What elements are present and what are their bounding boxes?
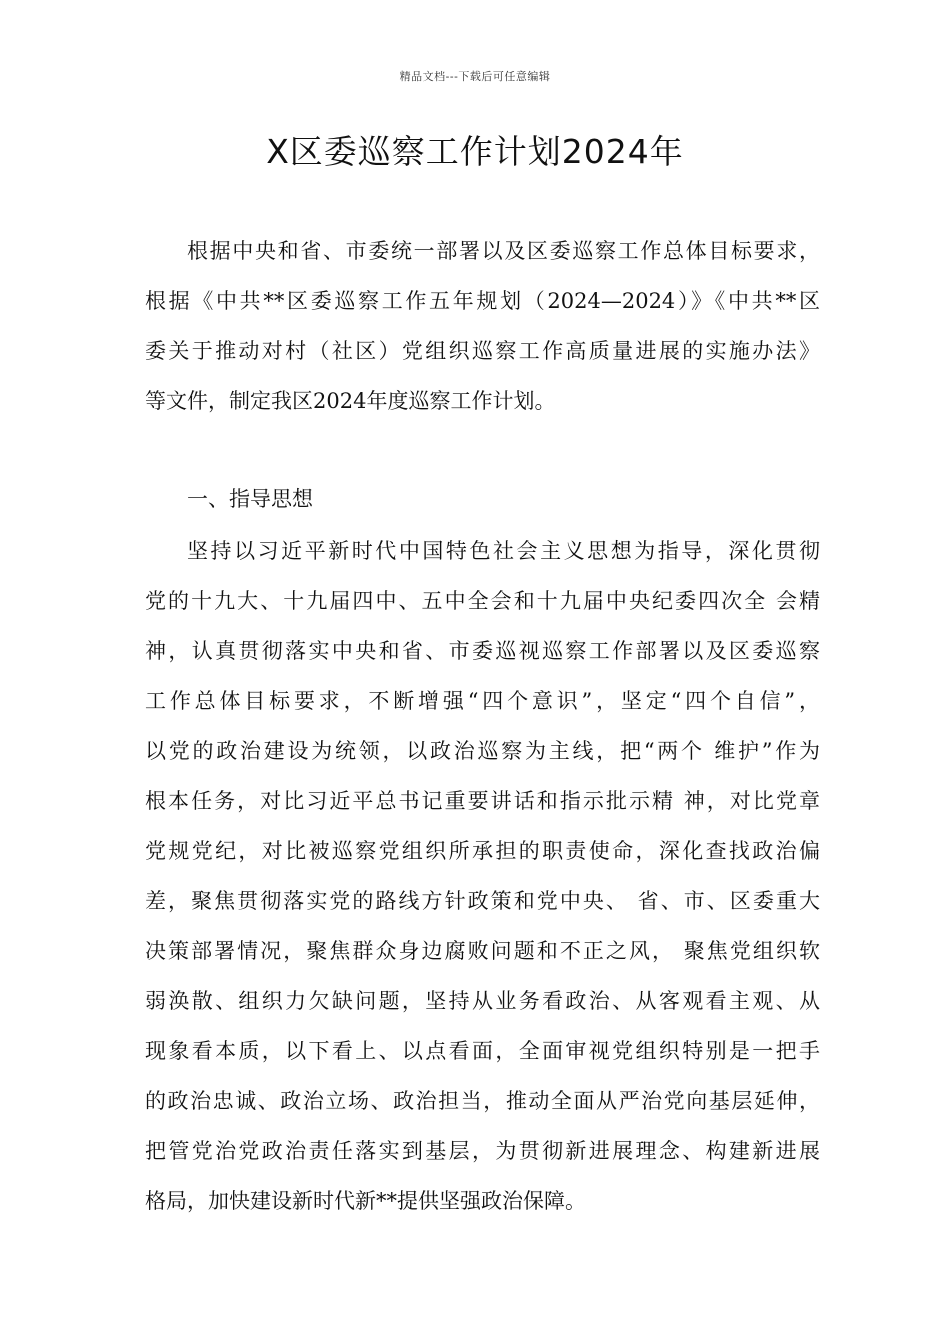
guide-line: 弱涣散、组织力欠缺问题，坚持从业务看政治、从客观看主观、从	[145, 989, 820, 1013]
section-heading-guiding-ideology: 一、指导思想	[187, 487, 313, 511]
guide-line: 格局，加快建设新时代新**提供坚强政治保障。	[145, 1189, 586, 1213]
guide-line: 党的十九大、十九届四中、五中全会和十九届中央纪委四次全 会精	[145, 589, 820, 613]
guide-line: 现象看本质，以下看上、以点看面，全面审视党组织特别是一把手	[145, 1039, 820, 1063]
intro-line: 根据《中共**区委巡察工作五年规划（2024—2024）》《中共**区	[145, 289, 820, 313]
guide-line: 决策部署情况，聚焦群众身边腐败问题和不正之风， 聚焦党组织软	[145, 939, 820, 963]
guide-line: 坚持以习近平新时代中国特色社会主义思想为指导，深化贯彻	[187, 539, 820, 563]
guide-line: 把管党治党政治责任落实到基层，为贯彻新进展理念、构建新进展	[145, 1139, 820, 1163]
guide-line: 以党的政治建设为统领，以政治巡察为主线，把“两个 维护”作为	[145, 739, 820, 763]
intro-line: 等文件，制定我区2024年度巡察工作计划。	[145, 389, 556, 413]
intro-paragraph	[145, 226, 820, 426]
guide-line: 的政治忠诚、政治立场、政治担当，推动全面从严治党向基层延伸，	[145, 1089, 820, 1113]
intro-line: 委关于推动对村（社区）党组织巡察工作高质量进展的实施办法》	[145, 339, 820, 363]
guide-line: 工作总体目标要求，不断增强“四个意识”，坚定“四个自信”，	[145, 689, 820, 713]
guide-line: 神，认真贯彻落实中央和省、市委巡视巡察工作部署以及区委巡察	[145, 639, 820, 663]
header-note: 精品文档---下载后可任意编辑	[399, 70, 551, 83]
guide-line: 根本任务，对比习近平总书记重要讲话和指示批示精 神，对比党章	[145, 789, 820, 813]
intro-line: 根据中央和省、市委统一部署以及区委巡察工作总体目标要求，	[187, 239, 820, 263]
guiding-ideology-paragraph	[145, 526, 820, 1226]
document-title: X区委巡察工作计划2024年	[266, 132, 684, 171]
guide-line: 党规党纪，对比被巡察党组织所承担的职责使命，深化查找政治偏	[145, 839, 820, 863]
guide-line: 差，聚焦贯彻落实党的路线方针政策和党中央、 省、市、区委重大	[145, 889, 820, 913]
